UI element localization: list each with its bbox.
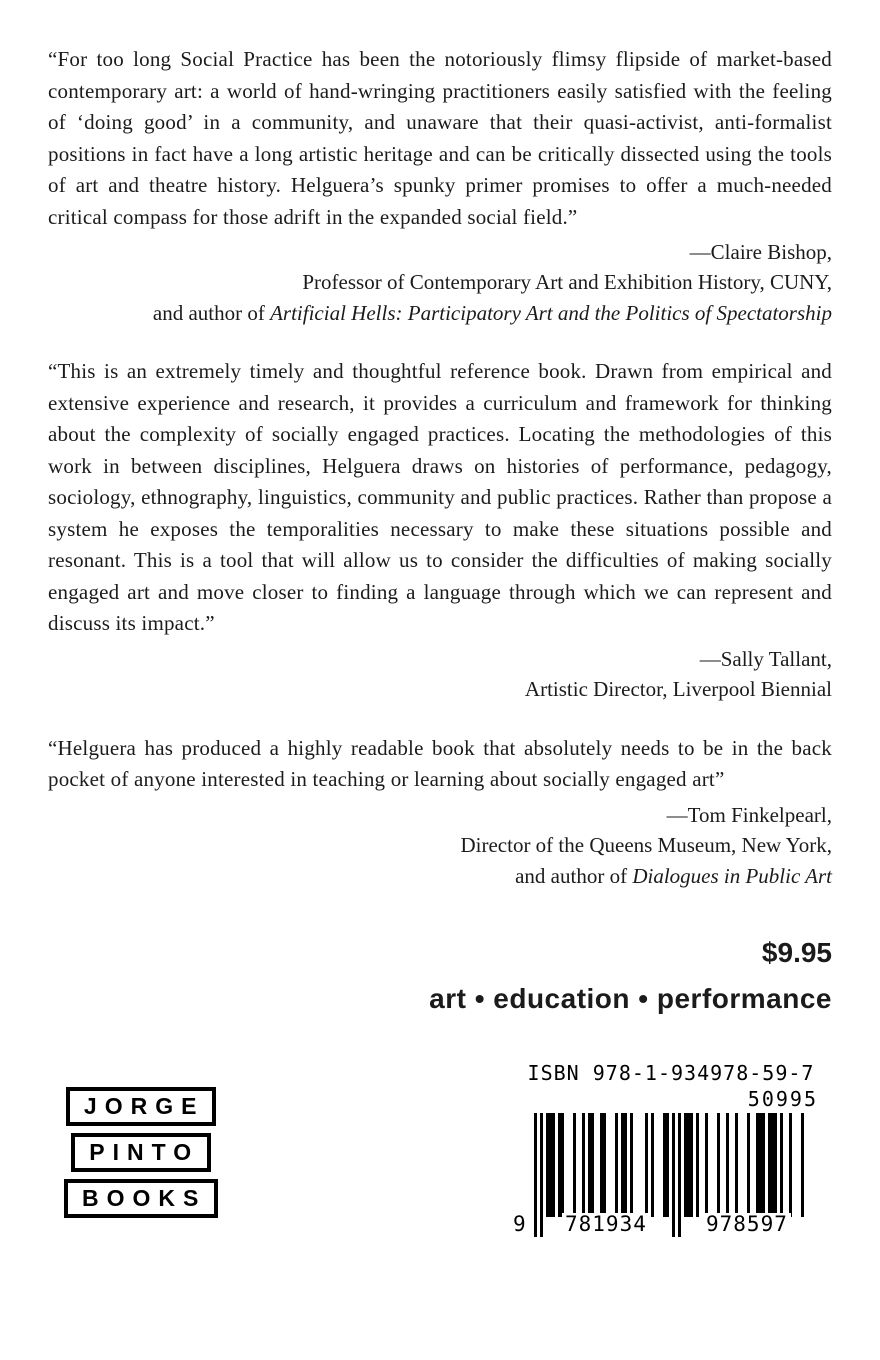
isbn-label: ISBN 978-1-934978-59-7 [527, 1061, 815, 1085]
attribution-name: —Tom Finkelpearl, [666, 802, 832, 827]
attribution-role: Director of the Queens Museum, New York, [460, 833, 832, 858]
blurb-quote: “Helguera has produced a highly readable book that absolutely needs to be in the back pocket of anyone interested in teaching or learning about socially engaged art” [48, 735, 832, 792]
bottom-row [48, 1061, 832, 1241]
categories-label: art • education • performance [429, 983, 832, 1014]
blurb-quote: “This is an extremely timely and thoughtful reference book. Drawn from empirical and extensive experience and research, it provides a curriculum and framework for thinking about the complexity of socially engaged practices. Locating the methodologies of this work in between disciplines, Helguera draws on histories of performance, pedagogy, sociology, ethnography, linguistics, community and public practices. Rather than propose a system he exposes the temporalities necessary to make these situations possible and resonant. This is a tool that will allow us to consider the difficulties of making socially engaged art and move closer to finding a language through which we can represent and discuss its impact.” [48, 359, 832, 636]
attribution-book-title: Artificial Hells: Participatory Art and the Politics of Spectatorship [270, 300, 832, 325]
blurb-attribution [48, 800, 832, 891]
logo-word-books: BOOKS [64, 1179, 218, 1218]
attribution-name: —Sally Tallant, [699, 646, 832, 671]
publisher-logo [64, 1087, 218, 1218]
blurb-attribution [48, 237, 832, 328]
barcode-bars-area [510, 1113, 832, 1241]
attribution-authorship [48, 298, 832, 328]
blurb-sally-tallant [48, 356, 832, 704]
barcode-group-2: 978597 [703, 1213, 791, 1236]
logo-word-jorge: JORGE [66, 1087, 217, 1126]
attribution-author-prefix: and author of [515, 863, 633, 888]
attribution-role: Artistic Director, Liverpool Biennial [524, 677, 832, 702]
attribution-authorship [48, 861, 832, 891]
blurb-tom-finkelpearl [48, 733, 832, 891]
blurb-claire-bishop [48, 44, 832, 328]
price-code-label: 50995 [747, 1087, 818, 1111]
attribution-author-prefix: and author of [152, 300, 271, 325]
logo-word-pinto: PINTO [71, 1133, 211, 1172]
blurb-attribution [48, 644, 832, 705]
attribution-book-title: Dialogues in Public Art [632, 863, 832, 888]
barcode-group-1: 781934 [562, 1213, 650, 1236]
price-label: $9.95 [761, 937, 832, 968]
barcode-digit-left: 9 [510, 1213, 530, 1236]
blurb-quote: “For too long Social Practice has been the notoriously flimsy flipside of market-based contemporary art: a world of hand-wringing practitioners easily satisfied with the feeling of ‘doing good’ in a community, and unaware that their quasi-activist, anti-formalist positions in fact have a long artistic heritage and can be critically dissected using the tools of art and theatre history. Helguera’s spunky primer promises to offer a much-needed critical compass for those adrift in the expanded social field.” [48, 47, 832, 229]
attribution-name: —Claire Bishop, [689, 240, 832, 264]
attribution-role: Professor of Contemporary Art and Exhibition History, CUNY, [302, 270, 832, 295]
barcode-block [510, 1061, 832, 1241]
